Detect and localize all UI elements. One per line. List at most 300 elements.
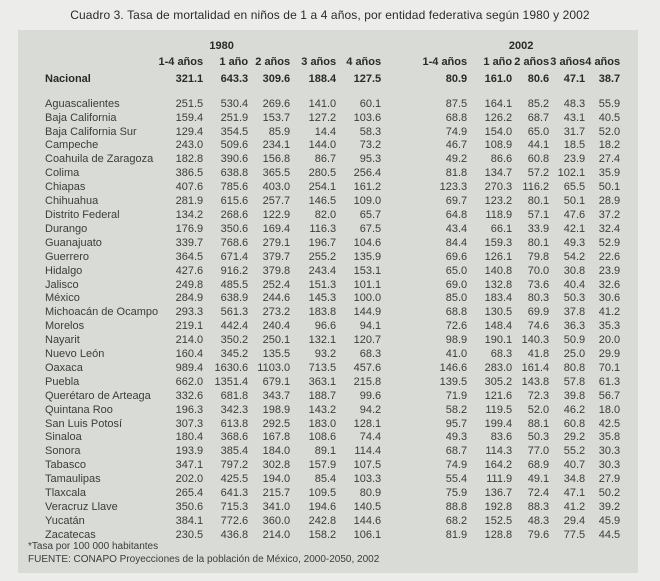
table-body bbox=[28, 73, 620, 543]
value-cell-2002: 18.5 bbox=[563, 139, 586, 152]
value-cell-1980: 638.8 bbox=[220, 167, 249, 180]
value-cell-2002: 49.3 bbox=[445, 431, 468, 444]
value-cell-2002: 42.5 bbox=[598, 417, 621, 430]
value-cell-2002: 81.8 bbox=[445, 167, 468, 180]
value-cell-1980: 146.5 bbox=[308, 195, 337, 208]
value-cell-1980: 436.8 bbox=[220, 528, 249, 541]
value-cell-2002: 116.2 bbox=[522, 181, 550, 194]
value-cell-2002: 55.9 bbox=[598, 97, 621, 110]
value-cell-2002: 56.7 bbox=[598, 389, 621, 402]
value-cell-2002: 102.1 bbox=[557, 167, 586, 180]
table-row bbox=[28, 265, 620, 279]
value-cell-2002: 80.1 bbox=[527, 195, 550, 208]
table-row bbox=[28, 362, 620, 376]
value-cell-2002: 50.1 bbox=[563, 195, 586, 208]
group-gap bbox=[381, 362, 422, 376]
value-cell-2002: 33.9 bbox=[527, 222, 550, 235]
value-cell-2002: 61.3 bbox=[598, 375, 621, 388]
entity-name-cell: Baja California bbox=[45, 111, 117, 124]
value-cell-1980: 638.9 bbox=[220, 292, 249, 305]
entity-name-cell: México bbox=[45, 292, 80, 305]
value-cell-2002: 35.8 bbox=[598, 431, 621, 444]
value-cell-2002: 44.5 bbox=[598, 528, 621, 541]
value-cell-1980: 425.5 bbox=[220, 473, 249, 486]
value-cell-1980: 158.2 bbox=[308, 528, 337, 541]
value-cell-1980: 561.3 bbox=[220, 306, 249, 319]
value-cell-2002: 29.9 bbox=[598, 348, 621, 361]
value-cell-2002: 161.0 bbox=[484, 72, 513, 85]
group-gap bbox=[381, 320, 422, 334]
value-cell-1980: 332.6 bbox=[175, 389, 204, 402]
value-cell-1980: 196.7 bbox=[308, 236, 337, 249]
value-cell-1980: 379.8 bbox=[262, 264, 291, 277]
value-cell-1980: 58.3 bbox=[359, 125, 382, 138]
value-cell-2002: 34.8 bbox=[563, 473, 586, 486]
value-cell-1980: 350.6 bbox=[220, 222, 249, 235]
value-cell-2002: 23.9 bbox=[563, 153, 586, 166]
value-cell-2002: 35.9 bbox=[598, 167, 621, 180]
group-gap bbox=[381, 445, 422, 459]
value-cell-1980: 157.9 bbox=[308, 459, 337, 472]
value-cell-1980: 641.3 bbox=[220, 487, 249, 500]
value-cell-2002: 88.8 bbox=[445, 501, 468, 513]
group-gap bbox=[381, 139, 422, 153]
value-cell-1980: 120.7 bbox=[353, 334, 382, 347]
group-gap bbox=[381, 334, 422, 348]
value-cell-2002: 52.0 bbox=[598, 125, 621, 138]
value-cell-1980: 643.3 bbox=[220, 72, 249, 85]
value-cell-2002: 65.0 bbox=[445, 264, 468, 277]
value-cell-2002: 50.3 bbox=[563, 292, 586, 305]
table-row bbox=[28, 112, 620, 126]
value-cell-2002: 80.1 bbox=[527, 236, 550, 249]
value-cell-2002: 80.3 bbox=[527, 292, 550, 305]
value-cell-2002: 46.2 bbox=[563, 403, 586, 416]
value-cell-2002: 27.9 bbox=[598, 473, 621, 486]
group-gap bbox=[381, 251, 422, 265]
value-cell-1980: 182.8 bbox=[175, 153, 204, 166]
value-cell-1980: 530.4 bbox=[220, 97, 249, 110]
value-cell-1980: 339.7 bbox=[175, 236, 204, 249]
value-cell-2002: 28.9 bbox=[598, 195, 621, 208]
value-cell-2002: 140.3 bbox=[521, 334, 550, 347]
value-cell-2002: 95.7 bbox=[445, 417, 468, 430]
value-cell-2002: 47.1 bbox=[563, 487, 586, 500]
value-cell-1980: 153.1 bbox=[353, 264, 382, 277]
value-cell-2002: 85.0 bbox=[445, 292, 468, 305]
table-row bbox=[28, 237, 620, 251]
group-gap bbox=[381, 112, 422, 126]
value-cell-2002: 18.2 bbox=[598, 139, 621, 152]
value-cell-1980: 198.9 bbox=[262, 403, 291, 416]
entity-name-cell: Tlaxcala bbox=[45, 487, 86, 500]
value-cell-2002: 68.7 bbox=[527, 111, 550, 124]
value-cell-2002: 60.8 bbox=[527, 153, 550, 166]
value-cell-2002: 114.3 bbox=[485, 445, 513, 458]
value-cell-1980: 80.9 bbox=[359, 487, 382, 500]
value-cell-1980: 243.4 bbox=[308, 264, 337, 277]
age-column-header: 2 años bbox=[514, 55, 550, 68]
value-cell-2002: 29.2 bbox=[563, 431, 586, 444]
entity-name-cell: Aguascalientes bbox=[45, 97, 120, 110]
group-gap bbox=[381, 431, 422, 445]
value-cell-1980: 363.1 bbox=[308, 375, 337, 388]
value-cell-1980: 89.1 bbox=[314, 445, 337, 458]
value-cell-2002: 42.1 bbox=[563, 222, 586, 235]
value-cell-1980: 234.1 bbox=[262, 139, 291, 152]
value-cell-1980: 132.1 bbox=[308, 334, 337, 347]
entity-name-cell: Chiapas bbox=[45, 181, 86, 194]
table-row bbox=[28, 348, 620, 362]
entity-name-cell: Sinaloa bbox=[45, 431, 82, 444]
value-cell-1980: 99.6 bbox=[359, 389, 382, 402]
value-cell-1980: 180.4 bbox=[175, 431, 204, 444]
value-cell-1980: 407.6 bbox=[175, 181, 204, 194]
value-cell-1980: 403.0 bbox=[262, 181, 291, 194]
value-cell-2002: 49.3 bbox=[563, 236, 586, 249]
value-cell-2002: 46.7 bbox=[445, 139, 468, 152]
value-cell-1980: 240.4 bbox=[262, 320, 291, 333]
value-cell-1980: 256.4 bbox=[353, 167, 382, 180]
value-cell-1980: 1630.6 bbox=[214, 361, 249, 374]
value-cell-1980: 82.0 bbox=[314, 208, 337, 221]
value-cell-2002: 30.3 bbox=[598, 459, 621, 472]
value-cell-1980: 108.6 bbox=[308, 431, 337, 444]
entity-name-cell: Coahuila de Zaragoza bbox=[45, 153, 154, 166]
value-cell-2002: 47.1 bbox=[563, 72, 586, 85]
value-cell-1980: 1351.4 bbox=[214, 375, 249, 388]
value-cell-2002: 161.4 bbox=[521, 361, 550, 374]
group-gap bbox=[381, 209, 422, 223]
value-cell-1980: 309.6 bbox=[262, 72, 291, 85]
corner-cell bbox=[28, 38, 158, 56]
value-cell-2002: 74.9 bbox=[445, 125, 468, 138]
value-cell-2002: 36.3 bbox=[563, 320, 586, 333]
value-cell-2002: 65.5 bbox=[563, 181, 586, 194]
value-cell-1980: 427.6 bbox=[175, 264, 204, 277]
value-cell-2002: 20.0 bbox=[598, 334, 621, 347]
value-cell-2002: 68.8 bbox=[445, 306, 468, 319]
value-cell-1980: 65.7 bbox=[359, 208, 382, 221]
value-cell-1980: 284.9 bbox=[175, 292, 204, 305]
value-cell-1980: 143.2 bbox=[308, 403, 337, 416]
value-cell-1980: 457.6 bbox=[353, 361, 382, 374]
value-cell-2002: 154.0 bbox=[484, 125, 513, 138]
group-gap bbox=[381, 487, 422, 501]
value-cell-2002: 57.2 bbox=[527, 167, 550, 180]
group-gap bbox=[381, 167, 422, 181]
value-cell-1980: 347.1 bbox=[175, 459, 204, 472]
entity-name-cell: San Luis Potosí bbox=[45, 417, 123, 430]
value-cell-1980: 785.6 bbox=[220, 181, 249, 194]
value-cell-1980: 135.9 bbox=[353, 250, 382, 263]
value-cell-2002: 41.8 bbox=[527, 348, 550, 361]
value-cell-2002: 39.8 bbox=[563, 389, 586, 402]
value-cell-1980: 144.9 bbox=[353, 306, 382, 319]
value-cell-2002: 121.6 bbox=[484, 389, 513, 402]
value-cell-1980: 360.0 bbox=[262, 514, 291, 527]
entity-name-cell: Nacional bbox=[45, 72, 91, 85]
group-gap bbox=[381, 265, 422, 279]
value-cell-1980: 176.9 bbox=[175, 222, 204, 235]
value-cell-1980: 385.4 bbox=[220, 445, 249, 458]
value-cell-1980: 107.5 bbox=[353, 459, 382, 472]
value-cell-1980: 219.1 bbox=[175, 320, 204, 333]
value-cell-2002: 30.3 bbox=[598, 445, 621, 458]
value-cell-2002: 39.2 bbox=[598, 501, 621, 513]
value-cell-1980: 265.4 bbox=[175, 487, 204, 500]
value-cell-2002: 54.2 bbox=[563, 250, 586, 263]
entity-name-cell: Zacatecas bbox=[45, 528, 96, 541]
corner-cell bbox=[28, 56, 158, 73]
value-cell-2002: 164.1 bbox=[484, 97, 513, 110]
entity-name-cell: Tabasco bbox=[45, 459, 86, 472]
entity-name-cell: Morelos bbox=[45, 320, 85, 333]
source-note: FUENTE: CONAPO Proyecciones de la población de México, 2000-2050, 2002 bbox=[28, 554, 380, 565]
value-cell-2002: 139.5 bbox=[439, 375, 468, 388]
value-cell-1980: 156.8 bbox=[262, 153, 291, 166]
value-cell-1980: 390.6 bbox=[220, 153, 249, 166]
value-cell-1980: 101.1 bbox=[353, 278, 382, 291]
value-cell-2002: 49.2 bbox=[445, 153, 468, 166]
value-cell-2002: 52.9 bbox=[598, 236, 621, 249]
value-cell-1980: 94.1 bbox=[359, 320, 382, 333]
value-cell-2002: 73.6 bbox=[527, 278, 550, 291]
value-cell-1980: 60.1 bbox=[359, 97, 382, 110]
value-cell-1980: 268.6 bbox=[220, 208, 249, 221]
value-cell-1980: 96.6 bbox=[314, 320, 337, 333]
value-cell-2002: 58.2 bbox=[445, 403, 468, 416]
value-cell-2002: 47.6 bbox=[563, 208, 586, 221]
value-cell-1980: 343.7 bbox=[262, 389, 291, 402]
value-cell-1980: 345.2 bbox=[220, 348, 249, 361]
entity-name-cell: Puebla bbox=[45, 375, 80, 388]
value-cell-2002: 50.9 bbox=[563, 334, 586, 347]
group-gap bbox=[381, 223, 422, 237]
value-cell-2002: 108.9 bbox=[484, 139, 513, 152]
group-gap bbox=[381, 279, 422, 293]
entity-name-cell: Campeche bbox=[45, 139, 99, 152]
table-row bbox=[28, 445, 620, 459]
entity-name-cell: Nayarit bbox=[45, 334, 80, 347]
value-cell-2002: 27.4 bbox=[598, 153, 621, 166]
value-cell-2002: 30.8 bbox=[563, 264, 586, 277]
value-cell-1980: 292.5 bbox=[262, 417, 291, 430]
value-cell-1980: 74.4 bbox=[359, 431, 382, 444]
value-cell-2002: 77.5 bbox=[563, 528, 586, 541]
value-cell-1980: 280.5 bbox=[308, 167, 337, 180]
entity-name-cell: Michoacán de Ocampo bbox=[45, 306, 159, 319]
entity-name-cell: Distrito Federal bbox=[45, 208, 120, 221]
table-row bbox=[28, 334, 620, 348]
value-cell-2002: 35.3 bbox=[598, 320, 621, 333]
value-cell-2002: 68.3 bbox=[490, 348, 513, 361]
national-row bbox=[28, 73, 620, 98]
value-cell-1980: 144.0 bbox=[308, 139, 337, 152]
value-cell-2002: 192.8 bbox=[484, 501, 513, 513]
value-cell-1980: 104.6 bbox=[353, 236, 382, 249]
table-row bbox=[28, 292, 620, 306]
table-title: Cuadro 3. Tasa de mortalidad en niños de 1 a 4 años, por entidad federativa según 1980 y 2002 bbox=[70, 8, 590, 22]
value-cell-1980: 193.9 bbox=[175, 445, 204, 458]
value-cell-1980: 662.0 bbox=[175, 375, 204, 388]
value-cell-2002: 64.8 bbox=[445, 208, 468, 221]
value-cell-2002: 72.4 bbox=[527, 487, 550, 500]
value-cell-1980: 715.3 bbox=[220, 501, 249, 513]
value-cell-1980: 215.8 bbox=[353, 375, 382, 388]
value-cell-2002: 31.7 bbox=[563, 125, 586, 138]
value-cell-1980: 151.3 bbox=[308, 278, 337, 291]
entity-name-cell: Nuevo León bbox=[45, 348, 105, 361]
value-cell-1980: 269.6 bbox=[262, 97, 291, 110]
group-gap bbox=[381, 153, 422, 167]
table-row bbox=[28, 126, 620, 140]
value-cell-2002: 79.6 bbox=[527, 528, 550, 541]
year-group-1980: 1980 bbox=[209, 40, 234, 52]
value-cell-2002: 87.5 bbox=[445, 97, 468, 110]
value-cell-2002: 132.8 bbox=[484, 278, 513, 291]
value-cell-2002: 43.1 bbox=[563, 111, 586, 124]
value-cell-1980: 350.6 bbox=[175, 501, 204, 513]
entity-name-cell: Baja California Sur bbox=[45, 125, 137, 138]
table-row bbox=[28, 390, 620, 404]
table-row bbox=[28, 376, 620, 390]
value-cell-1980: 384.1 bbox=[175, 514, 204, 527]
value-cell-1980: 307.3 bbox=[175, 417, 204, 430]
value-cell-2002: 152.5 bbox=[484, 514, 513, 527]
value-cell-1980: 768.6 bbox=[220, 236, 249, 249]
value-cell-2002: 50.3 bbox=[527, 431, 550, 444]
value-cell-1980: 797.2 bbox=[220, 459, 249, 472]
value-cell-2002: 25.0 bbox=[563, 348, 586, 361]
group-gap bbox=[381, 501, 422, 515]
value-cell-1980: 365.5 bbox=[262, 167, 291, 180]
value-cell-1980: 485.5 bbox=[220, 278, 249, 291]
value-cell-1980: 85.9 bbox=[268, 125, 291, 138]
value-cell-1980: 254.1 bbox=[308, 181, 337, 194]
table-row bbox=[28, 223, 620, 237]
value-cell-2002: 190.1 bbox=[484, 334, 513, 347]
value-cell-2002: 69.0 bbox=[445, 278, 468, 291]
age-header-row bbox=[28, 56, 620, 73]
value-cell-1980: 114.4 bbox=[354, 445, 382, 458]
value-cell-1980: 273.2 bbox=[262, 306, 291, 319]
value-cell-1980: 368.6 bbox=[220, 431, 249, 444]
value-cell-1980: 188.4 bbox=[308, 72, 337, 85]
value-cell-1980: 109.0 bbox=[353, 195, 382, 208]
value-cell-2002: 136.7 bbox=[484, 487, 513, 500]
table-row bbox=[28, 279, 620, 293]
value-cell-1980: 350.2 bbox=[220, 334, 249, 347]
value-cell-2002: 55.2 bbox=[563, 445, 586, 458]
value-cell-1980: 68.3 bbox=[359, 348, 382, 361]
value-cell-2002: 77.0 bbox=[527, 445, 550, 458]
value-cell-2002: 69.6 bbox=[445, 250, 468, 263]
value-cell-2002: 57.1 bbox=[527, 208, 550, 221]
value-cell-2002: 41.2 bbox=[563, 501, 586, 513]
value-cell-1980: 281.9 bbox=[175, 195, 204, 208]
value-cell-2002: 49.1 bbox=[527, 473, 550, 486]
value-cell-1980: 196.3 bbox=[175, 403, 204, 416]
value-cell-2002: 70.1 bbox=[598, 361, 621, 374]
group-gap bbox=[381, 181, 422, 195]
value-cell-2002: 80.9 bbox=[445, 72, 468, 85]
year-header-row bbox=[28, 38, 620, 56]
value-cell-2002: 123.2 bbox=[484, 195, 513, 208]
value-cell-1980: 509.6 bbox=[220, 139, 249, 152]
value-cell-2002: 164.2 bbox=[484, 459, 513, 472]
value-cell-2002: 68.9 bbox=[527, 459, 550, 472]
value-cell-2002: 128.8 bbox=[484, 528, 513, 541]
value-cell-2002: 283.0 bbox=[484, 361, 513, 374]
value-cell-2002: 305.2 bbox=[484, 375, 513, 388]
value-cell-1980: 169.4 bbox=[262, 222, 291, 235]
value-cell-1980: 135.5 bbox=[262, 348, 291, 361]
value-cell-1980: 194.0 bbox=[262, 473, 291, 486]
value-cell-2002: 52.0 bbox=[527, 403, 550, 416]
value-cell-2002: 50.1 bbox=[598, 181, 621, 194]
value-cell-1980: 251.5 bbox=[175, 97, 204, 110]
value-cell-1980: 772.6 bbox=[220, 514, 249, 527]
table-row bbox=[28, 251, 620, 265]
value-cell-1980: 86.7 bbox=[314, 153, 337, 166]
value-cell-1980: 713.5 bbox=[308, 361, 337, 374]
table-row bbox=[28, 515, 620, 529]
value-cell-1980: 250.1 bbox=[262, 334, 291, 347]
value-cell-2002: 23.9 bbox=[598, 264, 621, 277]
value-cell-2002: 146.6 bbox=[439, 361, 468, 374]
entity-name-cell: Quintana Roo bbox=[45, 403, 113, 416]
group-gap bbox=[381, 459, 422, 473]
entity-name-cell: Sonora bbox=[45, 445, 81, 458]
entity-name-cell: Colima bbox=[45, 167, 80, 180]
value-cell-2002: 270.3 bbox=[484, 181, 513, 194]
value-cell-1980: 109.5 bbox=[308, 487, 337, 500]
value-cell-1980: 341.0 bbox=[262, 501, 291, 513]
value-cell-2002: 199.4 bbox=[484, 417, 513, 430]
entity-name-cell: Hidalgo bbox=[45, 264, 83, 277]
value-cell-1980: 293.3 bbox=[175, 306, 204, 319]
value-cell-2002: 48.3 bbox=[563, 97, 586, 110]
value-cell-1980: 183.0 bbox=[308, 417, 337, 430]
age-column-header: 3 años bbox=[550, 55, 586, 68]
table-row bbox=[28, 404, 620, 418]
value-cell-2002: 37.8 bbox=[563, 306, 586, 319]
mortality-table bbox=[28, 38, 620, 543]
value-cell-2002: 70.0 bbox=[527, 264, 550, 277]
entity-name-cell: Jalisco bbox=[45, 278, 79, 291]
value-cell-1980: 127.5 bbox=[353, 72, 382, 85]
value-cell-1980: 916.2 bbox=[220, 264, 249, 277]
value-cell-2002: 69.9 bbox=[527, 306, 550, 319]
value-cell-2002: 55.4 bbox=[445, 473, 468, 486]
value-cell-2002: 37.2 bbox=[598, 208, 621, 221]
value-cell-1980: 613.8 bbox=[220, 417, 249, 430]
value-cell-2002: 72.3 bbox=[527, 389, 550, 402]
rate-footnote: *Tasa por 100 000 habitantes bbox=[28, 541, 159, 552]
value-cell-1980: 95.3 bbox=[359, 153, 382, 166]
value-cell-1980: 342.3 bbox=[220, 403, 249, 416]
value-cell-2002: 57.8 bbox=[563, 375, 586, 388]
value-cell-1980: 103.6 bbox=[353, 111, 382, 124]
value-cell-1980: 141.0 bbox=[308, 97, 337, 110]
value-cell-1980: 167.8 bbox=[262, 431, 291, 444]
value-cell-2002: 71.9 bbox=[445, 389, 468, 402]
value-cell-1980: 679.1 bbox=[262, 375, 291, 388]
value-cell-1980: 188.7 bbox=[308, 389, 337, 402]
entity-name-cell: Oaxaca bbox=[45, 361, 83, 374]
value-cell-1980: 93.2 bbox=[314, 348, 337, 361]
